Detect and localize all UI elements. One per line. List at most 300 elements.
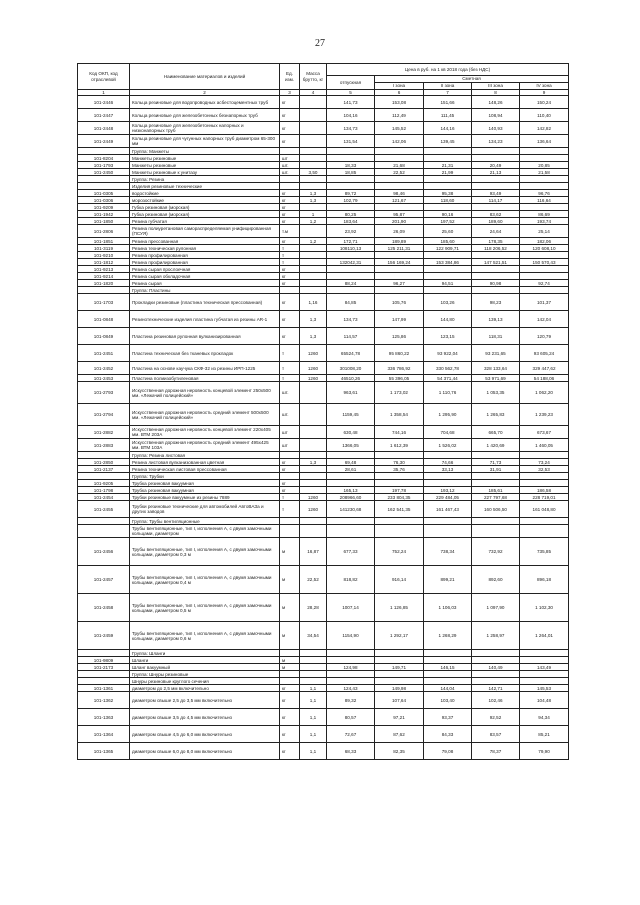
cell-code: 101-2793 bbox=[78, 382, 130, 404]
cell-zone2-price: 1 268,29 bbox=[424, 622, 472, 650]
cell-zone3-price: 142,71 bbox=[472, 685, 520, 692]
cell-name: Резина губчатая bbox=[130, 218, 280, 225]
cell-zone2-price bbox=[424, 183, 472, 190]
cell-code: 101-9210 bbox=[78, 252, 130, 259]
cell-name: Шланги bbox=[130, 657, 280, 664]
cell-code: 101-2882 bbox=[78, 426, 130, 439]
cell-code: 101-1793 bbox=[78, 162, 130, 169]
cell-code: 101-2456 bbox=[78, 538, 130, 566]
cell-zone2-price: 74,66 bbox=[424, 459, 472, 466]
cell-code: 101-2453 bbox=[78, 375, 130, 382]
cell-zone2-price: 33,13 bbox=[424, 466, 472, 473]
cell-code: 101-1364 bbox=[78, 726, 130, 743]
cell-zone4-price bbox=[520, 148, 569, 155]
col-mass-header: Масса брутто, кг bbox=[300, 64, 327, 90]
cell-zone2-price: 93,37 bbox=[424, 709, 472, 726]
cell-code bbox=[78, 473, 130, 480]
cell-zone3-price: 108,94 bbox=[472, 109, 520, 122]
cell-code: 101-1820 bbox=[78, 280, 130, 287]
cell-zone4-price: 1 264,01 bbox=[520, 622, 569, 650]
cell-zone2-price: 144,04 bbox=[424, 685, 472, 692]
cell-zone1-price: 744,16 bbox=[375, 426, 424, 439]
cell-zone4-price bbox=[520, 266, 569, 273]
cell-name: Пластина резиновая рулонная вулканизированная bbox=[130, 328, 280, 345]
cell-release-price: 69,48 bbox=[327, 459, 375, 466]
cell-code: 101-0849 bbox=[78, 328, 130, 345]
cell-zone4-price bbox=[520, 657, 569, 664]
cell-code: 101-9809 bbox=[78, 657, 130, 664]
cell-zone2-price: 79,08 bbox=[424, 743, 472, 760]
table-row bbox=[78, 480, 569, 487]
cell-zone1-price: 95,87 bbox=[375, 211, 424, 218]
cell-release-price bbox=[327, 480, 375, 487]
col-number: 3 bbox=[280, 90, 300, 96]
cell-unit: т bbox=[280, 501, 300, 518]
cell-unit: шт. bbox=[280, 162, 300, 169]
cell-release-price: 108110,13 bbox=[327, 245, 375, 252]
cell-zone2-price bbox=[424, 252, 472, 259]
cell-zone3-price: 134,23 bbox=[472, 135, 520, 148]
cell-name: Искусственная дорожная неровность средний элемент 500х500 мм. «Лежачий полицейский» bbox=[130, 404, 280, 426]
col-estimate-header: Сметная bbox=[375, 76, 569, 83]
cell-zone4-price bbox=[520, 678, 569, 685]
table-row bbox=[78, 109, 569, 122]
cell-zone4-price: 96,76 bbox=[520, 190, 569, 197]
cell-zone4-price: 93 605,24 bbox=[520, 345, 569, 362]
group-row bbox=[78, 452, 569, 459]
cell-zone4-price: 145,53 bbox=[520, 685, 569, 692]
cell-unit: кг bbox=[280, 204, 300, 211]
cell-zone4-price bbox=[520, 452, 569, 459]
cell-name: водостойкие bbox=[130, 190, 280, 197]
cell-mass bbox=[300, 518, 327, 525]
col-unit-header: Ед. изм. bbox=[280, 64, 300, 90]
cell-zone3-price bbox=[472, 252, 520, 259]
cell-zone2-price: 93 922,04 bbox=[424, 345, 472, 362]
cell-zone4-price: 896,18 bbox=[520, 566, 569, 594]
cell-zone3-price: 83,62 bbox=[472, 211, 520, 218]
cell-release-price: 963,61 bbox=[327, 382, 375, 404]
cell-zone4-price: 21,58 bbox=[520, 169, 569, 176]
cell-release-price bbox=[327, 678, 375, 685]
cell-zone3-price: 93 231,65 bbox=[472, 345, 520, 362]
group-row bbox=[78, 671, 569, 678]
cell-mass bbox=[300, 487, 327, 494]
col-zone3-header: III зона bbox=[472, 83, 520, 90]
cell-zone4-price: 1 062,20 bbox=[520, 382, 569, 404]
cell-zone3-price: 118 206,52 bbox=[472, 245, 520, 252]
cell-release-price bbox=[327, 148, 375, 155]
cell-zone2-price bbox=[424, 287, 472, 294]
cell-zone3-price: 139,13 bbox=[472, 311, 520, 328]
cell-zone2-price: 161 467,43 bbox=[424, 501, 472, 518]
cell-zone2-price: 111,45 bbox=[424, 109, 472, 122]
cell-name: Резина профилированная bbox=[130, 252, 280, 259]
table-row bbox=[78, 225, 569, 238]
cell-zone3-price: 24,64 bbox=[472, 225, 520, 238]
cell-mass bbox=[300, 657, 327, 664]
table-row bbox=[78, 169, 569, 176]
cell-zone2-price: 704,68 bbox=[424, 426, 472, 439]
cell-zone2-price: 1 526,02 bbox=[424, 439, 472, 452]
col-number: 4 bbox=[300, 90, 327, 96]
cell-zone2-price: 144,16 bbox=[424, 122, 472, 135]
cell-zone4-price: 735,85 bbox=[520, 538, 569, 566]
cell-code: 101-2850 bbox=[78, 459, 130, 466]
cell-zone1-price: 156 169,24 bbox=[375, 259, 424, 266]
cell-release-price: 301008,20 bbox=[327, 362, 375, 375]
cell-zone3-price: 189,60 bbox=[472, 218, 520, 225]
cell-name: Трубка резиновая вакуумная bbox=[130, 487, 280, 494]
cell-mass bbox=[300, 452, 327, 459]
cell-mass bbox=[300, 439, 327, 452]
cell-zone1-price: 76,30 bbox=[375, 459, 424, 466]
cell-release-price: 84,85 bbox=[327, 294, 375, 311]
cell-release-price bbox=[327, 204, 375, 211]
cell-zone4-price: 79,90 bbox=[520, 743, 569, 760]
cell-code: 101-1361 bbox=[78, 685, 130, 692]
cell-unit: м bbox=[280, 622, 300, 650]
cell-mass bbox=[300, 480, 327, 487]
cell-zone4-price: 86,69 bbox=[520, 211, 569, 218]
cell-zone2-price: 90,16 bbox=[424, 211, 472, 218]
cell-zone2-price: 122 909,71 bbox=[424, 245, 472, 252]
cell-unit: т bbox=[280, 345, 300, 362]
cell-zone4-price: 120 608,10 bbox=[520, 245, 569, 252]
cell-unit: кг bbox=[280, 709, 300, 726]
cell-name: Резина сырая обкладочная bbox=[130, 273, 280, 280]
cell-unit: т bbox=[280, 494, 300, 501]
cell-code: 101-8204 bbox=[78, 155, 130, 162]
cell-zone4-price: 1 460,05 bbox=[520, 439, 569, 452]
cell-name: Шланг вакуумный bbox=[130, 664, 280, 671]
cell-zone3-price bbox=[472, 183, 520, 190]
cell-zone3-price: 21,13 bbox=[472, 169, 520, 176]
table-row bbox=[78, 692, 569, 709]
group-row bbox=[78, 473, 569, 480]
cell-zone3-price: 227 797,68 bbox=[472, 494, 520, 501]
cell-unit: шт bbox=[280, 426, 300, 439]
cell-code: 101-1851 bbox=[78, 238, 130, 245]
cell-zone4-price: 110,40 bbox=[520, 109, 569, 122]
table-row bbox=[78, 294, 569, 311]
cell-name: Искусственная дорожная неровность средний элемент 495х425 мм. ВТМ 103А bbox=[130, 439, 280, 452]
cell-zone2-price bbox=[424, 452, 472, 459]
cell-release-price: 80,57 bbox=[327, 709, 375, 726]
cell-zone3-price: 118,31 bbox=[472, 328, 520, 345]
cell-zone3-price: 114,17 bbox=[472, 197, 520, 204]
cell-code: 101-2457 bbox=[78, 566, 130, 594]
table-row bbox=[78, 426, 569, 439]
cell-zone1-price: 233 804,35 bbox=[375, 494, 424, 501]
cell-release-price: 183,64 bbox=[327, 218, 375, 225]
cell-mass bbox=[300, 135, 327, 148]
cell-zone2-price: 21,99 bbox=[424, 169, 472, 176]
cell-zone3-price bbox=[472, 480, 520, 487]
cell-unit bbox=[280, 183, 300, 190]
cell-zone3-price: 160 506,50 bbox=[472, 501, 520, 518]
group-row bbox=[78, 650, 569, 657]
table-row bbox=[78, 466, 569, 473]
cell-code: 101-2806 bbox=[78, 225, 130, 238]
cell-unit: кг bbox=[280, 328, 300, 345]
table-row bbox=[78, 162, 569, 169]
cell-zone3-price: 20,49 bbox=[472, 162, 520, 169]
cell-name: Пластина техническая без тканевых прокладок bbox=[130, 345, 280, 362]
cell-mass: 1,3 bbox=[300, 459, 327, 466]
cell-zone1-price: 121,67 bbox=[375, 197, 424, 204]
cell-release-price: 132042,31 bbox=[327, 259, 375, 266]
cell-unit: кг bbox=[280, 135, 300, 148]
cell-zone3-price: 147 521,51 bbox=[472, 259, 520, 266]
cell-zone2-price bbox=[424, 657, 472, 664]
cell-zone3-price: 328 133,64 bbox=[472, 362, 520, 375]
table-row bbox=[78, 439, 569, 452]
table-row bbox=[78, 245, 569, 252]
cell-code: 101-2454 bbox=[78, 494, 130, 501]
cell-zone4-price: 92,74 bbox=[520, 280, 569, 287]
cell-zone4-price: 85,21 bbox=[520, 726, 569, 743]
group-row bbox=[78, 148, 569, 155]
cell-mass bbox=[300, 525, 327, 538]
cell-name: Кольца резиновые для железобетонных напорных и низконапорных труб bbox=[130, 122, 280, 135]
cell-code: 101-0305 bbox=[78, 190, 130, 197]
price-table bbox=[77, 63, 569, 760]
table-row bbox=[78, 404, 569, 426]
table-row bbox=[78, 726, 569, 743]
table-row bbox=[78, 685, 569, 692]
cell-mass: 22,52 bbox=[300, 566, 327, 594]
cell-mass: 1,1 bbox=[300, 743, 327, 760]
cell-zone4-price bbox=[520, 287, 569, 294]
cell-code bbox=[78, 183, 130, 190]
cell-code: 101-1798 bbox=[78, 487, 130, 494]
cell-mass: 1260 bbox=[300, 375, 327, 382]
col-number: 9 bbox=[520, 90, 569, 96]
cell-mass: 16,87 bbox=[300, 538, 327, 566]
cell-zone3-price bbox=[472, 650, 520, 657]
cell-zone4-price: 94,34 bbox=[520, 709, 569, 726]
cell-zone1-price: 189,89 bbox=[375, 238, 424, 245]
cell-release-price: 89,32 bbox=[327, 692, 375, 709]
cell-unit: шт. bbox=[280, 382, 300, 404]
cell-zone1-price: 125,86 bbox=[375, 328, 424, 345]
cell-release-price bbox=[327, 525, 375, 538]
cell-zone4-price: 20,85 bbox=[520, 162, 569, 169]
table-row bbox=[78, 709, 569, 726]
table-row bbox=[78, 664, 569, 671]
cell-code: 101-2448 bbox=[78, 122, 130, 135]
cell-mass bbox=[300, 382, 327, 404]
cell-zone1-price: 1 292,17 bbox=[375, 622, 424, 650]
cell-mass bbox=[300, 426, 327, 439]
cell-name: Группа: Резина bbox=[130, 176, 280, 183]
cell-release-price: 23,92 bbox=[327, 225, 375, 238]
cell-zone4-price: 73,24 bbox=[520, 459, 569, 466]
table-row bbox=[78, 238, 569, 245]
cell-release-price: 124,43 bbox=[327, 685, 375, 692]
cell-name: Трубки резиновые технические для автомобилей АвтоВАЗа и других заводов bbox=[130, 501, 280, 518]
cell-zone3-price: 185,61 bbox=[472, 487, 520, 494]
table-body bbox=[78, 96, 569, 760]
cell-zone3-price bbox=[472, 287, 520, 294]
table-row bbox=[78, 328, 569, 345]
table-row bbox=[78, 252, 569, 259]
cell-zone1-price: 87,62 bbox=[375, 726, 424, 743]
cell-name: Манжеты резиновые bbox=[130, 155, 280, 162]
cell-code bbox=[78, 148, 130, 155]
cell-zone1-price: 125 211,31 bbox=[375, 245, 424, 252]
cell-code bbox=[78, 518, 130, 525]
cell-zone1-price: 97,21 bbox=[375, 709, 424, 726]
table-row bbox=[78, 487, 569, 494]
cell-mass bbox=[300, 96, 327, 109]
cell-zone1-price bbox=[375, 518, 424, 525]
cell-zone4-price bbox=[520, 518, 569, 525]
cell-unit: кг bbox=[280, 692, 300, 709]
cell-unit: кг bbox=[280, 218, 300, 225]
cell-zone2-price: 146,15 bbox=[424, 664, 472, 671]
cell-zone2-price: 899,21 bbox=[424, 566, 472, 594]
cell-mass bbox=[300, 148, 327, 155]
cell-zone2-price bbox=[424, 678, 472, 685]
cell-zone3-price: 1 420,69 bbox=[472, 439, 520, 452]
cell-zone3-price: 892,60 bbox=[472, 566, 520, 594]
col-number: 6 bbox=[375, 90, 424, 96]
cell-name: Резина прессованная bbox=[130, 238, 280, 245]
cell-zone3-price: 140,93 bbox=[472, 122, 520, 135]
cell-unit bbox=[280, 176, 300, 183]
cell-unit: шт bbox=[280, 155, 300, 162]
cell-code: 101-2173 bbox=[78, 664, 130, 671]
cell-zone1-price bbox=[375, 650, 424, 657]
cell-name: Пластина полиизобутиленовая bbox=[130, 375, 280, 382]
cell-zone1-price: 1 173,02 bbox=[375, 382, 424, 404]
cell-code bbox=[78, 452, 130, 459]
cell-zone2-price bbox=[424, 650, 472, 657]
cell-zone2-price: 1 106,03 bbox=[424, 594, 472, 622]
cell-zone1-price: 112,49 bbox=[375, 109, 424, 122]
cell-name: Резина техническая листовая прессованная bbox=[130, 466, 280, 473]
cell-mass: 1260 bbox=[300, 501, 327, 518]
cell-name: Группа: Манжеты bbox=[130, 148, 280, 155]
cell-zone1-price bbox=[375, 473, 424, 480]
cell-zone3-price bbox=[472, 473, 520, 480]
cell-zone1-price: 22,52 bbox=[375, 169, 424, 176]
cell-zone4-price bbox=[520, 252, 569, 259]
cell-name: диаметром свыше 2,5 до 3,5 мм включительно bbox=[130, 692, 280, 709]
table-row bbox=[78, 155, 569, 162]
cell-mass: 1,2 bbox=[300, 238, 327, 245]
cell-zone3-price bbox=[472, 525, 520, 538]
cell-zone4-price: 673,67 bbox=[520, 426, 569, 439]
table-row bbox=[78, 525, 569, 538]
cell-release-price bbox=[327, 155, 375, 162]
cell-zone2-price bbox=[424, 155, 472, 162]
cell-unit: кг bbox=[280, 109, 300, 122]
table-row bbox=[78, 135, 569, 148]
cell-mass bbox=[300, 109, 327, 122]
cell-zone3-price bbox=[472, 176, 520, 183]
cell-unit: м bbox=[280, 664, 300, 671]
cell-unit: кг bbox=[280, 466, 300, 473]
cell-mass bbox=[300, 664, 327, 671]
cell-zone3-price bbox=[472, 452, 520, 459]
cell-zone2-price: 118,60 bbox=[424, 197, 472, 204]
cell-zone4-price: 25,14 bbox=[520, 225, 569, 238]
cell-release-price: 104,16 bbox=[327, 109, 375, 122]
cell-zone1-price bbox=[375, 678, 424, 685]
cell-zone2-price bbox=[424, 176, 472, 183]
cell-code: 101-2451 bbox=[78, 345, 130, 362]
cell-unit: кг bbox=[280, 480, 300, 487]
table-row bbox=[78, 122, 569, 135]
cell-zone4-price: 142,82 bbox=[520, 122, 569, 135]
cell-zone4-price bbox=[520, 204, 569, 211]
cell-zone2-price: 193,12 bbox=[424, 487, 472, 494]
cell-name: Группа: Резина листовая bbox=[130, 452, 280, 459]
cell-unit: т bbox=[280, 375, 300, 382]
cell-release-price bbox=[327, 273, 375, 280]
cell-mass bbox=[300, 162, 327, 169]
col-code-header: Код ОКП, код отраслевой bbox=[78, 64, 130, 90]
cell-name: диаметром до 2,5 мм включительно bbox=[130, 685, 280, 692]
cell-zone3-price bbox=[472, 518, 520, 525]
cell-zone1-price: 1 612,39 bbox=[375, 439, 424, 452]
cell-unit: кг bbox=[280, 273, 300, 280]
cell-zone2-price bbox=[424, 273, 472, 280]
cell-mass: 1,2 bbox=[300, 218, 327, 225]
cell-zone2-price: 144,80 bbox=[424, 311, 472, 328]
cell-release-price bbox=[327, 183, 375, 190]
cell-unit bbox=[280, 678, 300, 685]
table-row bbox=[78, 382, 569, 404]
cell-name: Трубы вентиляционные, тип I, исполнения А, с двумя замочными кольцами, диаметром 0,3 м bbox=[130, 538, 280, 566]
cell-zone3-price: 1 258,97 bbox=[472, 622, 520, 650]
cell-zone4-price: 104,48 bbox=[520, 692, 569, 709]
cell-name: диаметром свыше 6,0 до 8,0 мм включительно bbox=[130, 743, 280, 760]
cell-release-price: 208966,60 bbox=[327, 494, 375, 501]
cell-name: Трубы вентиляционные, тип I, исполнения А, с двумя замочными кольцами, диаметром 0,4 м bbox=[130, 566, 280, 594]
table-row bbox=[78, 96, 569, 109]
cell-mass: 1,1 bbox=[300, 709, 327, 726]
col-zone2-header: II зона bbox=[424, 83, 472, 90]
table-row bbox=[78, 622, 569, 650]
table-row bbox=[78, 375, 569, 382]
cell-zone3-price: 31,91 bbox=[472, 466, 520, 473]
cell-unit: кг bbox=[280, 211, 300, 218]
cell-zone3-price: 1 053,35 bbox=[472, 382, 520, 404]
cell-mass bbox=[300, 259, 327, 266]
cell-zone1-price: 96,27 bbox=[375, 280, 424, 287]
cell-code: 101-2883 bbox=[78, 439, 130, 452]
cell-zone1-price bbox=[375, 657, 424, 664]
cell-unit bbox=[280, 473, 300, 480]
cell-zone2-price: 21,31 bbox=[424, 162, 472, 169]
cell-release-price: 141,73 bbox=[327, 96, 375, 109]
cell-zone4-price bbox=[520, 650, 569, 657]
cell-code bbox=[78, 678, 130, 685]
cell-zone3-price: 78,37 bbox=[472, 743, 520, 760]
cell-zone4-price: 101,37 bbox=[520, 294, 569, 311]
cell-code: 101-2455 bbox=[78, 501, 130, 518]
table-row bbox=[78, 657, 569, 664]
cell-code: 101-0848 bbox=[78, 311, 130, 328]
cell-name: Манжеты резиновые к унитазу bbox=[130, 169, 280, 176]
cell-mass: 1,3 bbox=[300, 328, 327, 345]
cell-name: Прокладки резиновые (пластина техническая прессованная) bbox=[130, 294, 280, 311]
cell-code bbox=[78, 176, 130, 183]
